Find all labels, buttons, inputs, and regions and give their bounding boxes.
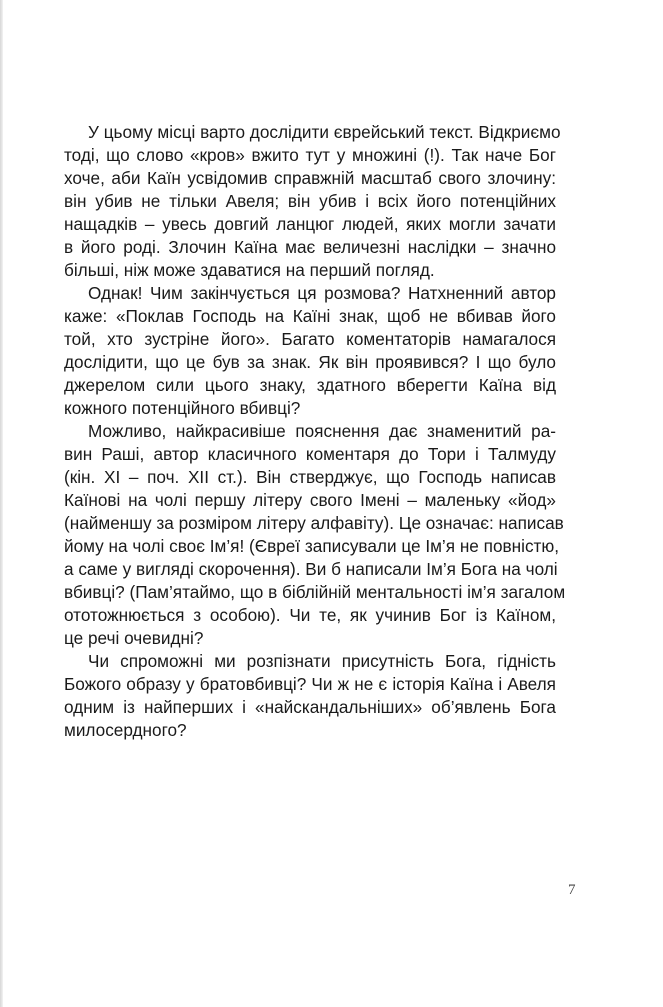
text-line: (кін. XI – поч. XII ст.). Він стверджує, що Господь написав: [64, 467, 556, 487]
text-line: одним із найперших і «найскандальніших» об’явлень Бога: [64, 697, 556, 717]
text-line: нащадків – увесь довгий ланцюг людей, яких могли зачати: [64, 214, 556, 234]
page-number: 7: [568, 882, 576, 898]
text-line: в його роді. Злочин Каїна має величезні наслідки – значно: [64, 237, 556, 257]
text-line: дослідити, що це був за знак. Як він проявився? І що було: [64, 352, 556, 372]
text-line: він убив не тільки Авеля; він убив і всіх його потенційних: [64, 191, 556, 211]
text-line: Чи спроможні ми розпізнати присутність Бога, гідність: [88, 651, 556, 671]
text-line: кожного потенційного вбивці?: [64, 398, 301, 418]
text-line: хоче, аби Каїн усвідомив справжній масштаб свого злочину:: [64, 168, 556, 188]
text-line: милосердного?: [64, 720, 187, 740]
text-line: джерелом сили цього знаку, здатного вберегти Каїна від: [64, 375, 556, 395]
text-line: йому на чолі своє Ім’я! (Євреї записували це Ім’я не повністю,: [64, 536, 560, 556]
text-line: Однак! Чим закінчується ця розмова? Натхненний автор: [88, 283, 556, 303]
body-text: [64, 121, 566, 742]
text-line: Каїнові на чолі першу літеру свого Імені – маленьку «йод»: [64, 490, 556, 510]
text-line: вбивці? (Пам’ятаймо, що в біблійній ментальності ім’я загалом: [64, 582, 566, 602]
text-line: ототожнюється з особою). Чи те, як учинив Бог із Каїном,: [64, 605, 556, 625]
paragraph: [64, 121, 561, 282]
paragraph: [64, 420, 566, 650]
page-edge: [0, 0, 3, 1007]
paragraph: [64, 282, 556, 420]
text-line: вин Раші, автор класичного коментаря до Тори і Талмуду: [64, 444, 556, 464]
paragraph: [64, 650, 556, 742]
text-line: це речі очевидні?: [64, 628, 204, 648]
text-line: (найменшу за розміром літеру алфавіту). Це означає: написав: [64, 513, 564, 533]
text-line: більші, ніж може здаватися на перший погляд.: [64, 260, 435, 280]
text-line: а саме у вигляді скорочення). Ви б написали Ім’я Бога на чолі: [64, 559, 558, 579]
text-line: тоді, що слово «кров» вжито тут у множині (!). Так наче Бог: [64, 145, 556, 165]
text-line: Божого образу у братовбивці? Чи ж не є історія Каїна і Авеля: [64, 674, 556, 694]
text-line: У цьому місці варто дослідити єврейський текст. Відкриємо: [88, 122, 561, 142]
text-line: Можливо, найкрасивіше пояснення дає знаменитий ра-: [88, 421, 556, 441]
text-line: той, хто зустріне його». Багато коментаторів намагалося: [64, 329, 556, 349]
text-line: каже: «Поклав Господь на Каїні знак, щоб не вбивав його: [64, 306, 556, 326]
